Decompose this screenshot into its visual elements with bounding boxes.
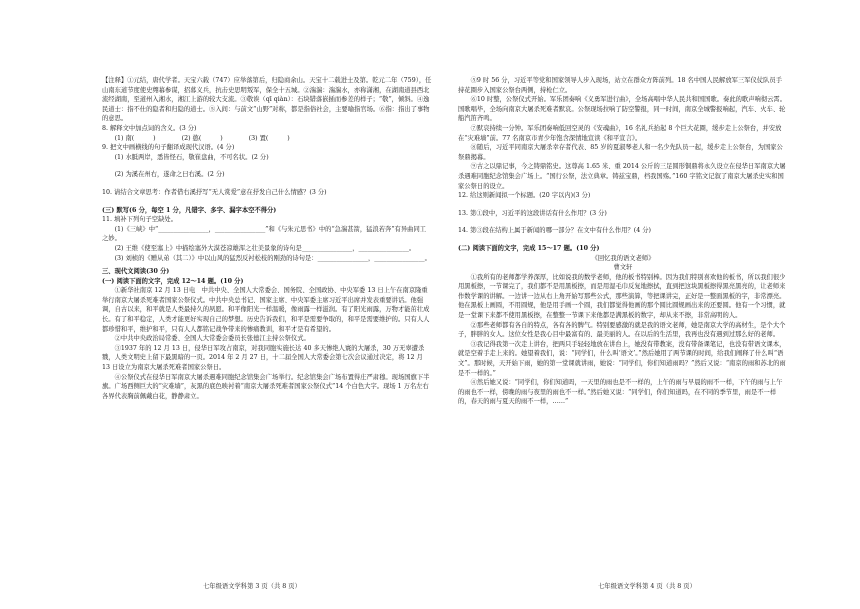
q8-option-2: (2) 憨( ) [181,134,223,142]
news-paragraph-9: ⑨古之以鼎记事，今之铸鼎铭史。这尊高 1.65 米、重 2014 公斤的三足圆形铜鼎将永久设立在侵华日军南京大屠杀遇难同胞纪念馆集会广场上。“国行公祭，法立典章。铸兹宝鼎，档我国殇。”160 字铭文记叙了南京大屠杀史实和国家公祭日的设立。 [458,163,786,190]
question-8-stem: 8. 解释文中加点词的含义。(3 分) [102,124,197,132]
essay-title: 《回忆我的语文老师》 [591,254,655,262]
essay-author: 曹文轩 [613,264,633,272]
news-paragraph-6: ⑥10 时整，公祭仪式开始。军乐团奏响《义勇军进行曲》，全场高唱中华人民共和国国歌。奏此的歌声响彻云霄。国歌唱毕，全场向南京大屠杀死难者默哀。公祭现场拉响了防空警报，同一时间，南京全城警报响起，汽车、火车、轮船汽笛齐鸣。 [458,96,787,123]
page-footer-left: 七年级语文学科第 3 页（共 8 页） [203,583,301,590]
news-paragraph-5: ⑤9 时 56 分，习近平等党和国家领导人步入现场，站立在群众方阵前列。18 名中国人民解放军三军仪仗队员手持花圈步入国家公祭台两侧，持枪仁立。 [458,77,782,94]
question-11-part-2: (2) 王维《使至塞上》中描绘塞外大漠苍凉雄浑之壮美景象的诗句是________________，________________。 [114,244,416,252]
essay-paragraph-2: ②那些老师都有各自的特点，各有各的脾气。特别要感激的就是我的语文老师，她是南京大学的高材生，是个大个子，胖胖的女人。这位女性是我心目中最富有的、最美丽的人。在以后的生活里，我再也没有遇到过那么好的老师。 [458,321,786,339]
right-page [458,76,788,407]
question-9-part-1: (1) 水胝两岸，悉皆怪石，敬崔盘曲，不可名状。(2 分) [114,153,269,161]
question-10: 10. 请结合文章思考：作者借右溪抒写“无人赏爱”意在抒发自己什么情感？(3 分) [102,188,327,196]
news-paragraph-4: ④公祭仪式在侵华日军南京大屠杀遇难同胞纪念馆集会广场举行。纪念馆集会广场布置得庄严肃穆。现场国旗下半旗。广场西侧巨大的“灾难墙”，灰黑的底色映衬着“南京大屠杀死难者国家公祭仪式”14 个白色大字。现场 1 万名左右各界代表胸前佩戴白花，静静肃立。 [102,373,430,400]
section-dictation-title: (三) 默写(6 分，每空 1 分，凡错字、多字、漏字本空不得分) [102,206,277,214]
question-9-part-2: (2) 为溪在州右，遂命之曰右溪。(2 分) [114,171,225,179]
subsection-1-title: (一) 阅读下面的文字，完成 12～14 题。(10 分) [102,277,244,285]
question-9-stem: 9. 把文中画横线的句子翻译成现代汉语。(4 分) [102,144,235,152]
question-11-part-3: (3) 刘桢的《赠从弟（其二）》中以山风的猛烈反衬松枝的刚劲的诗句是：________________，________________。 [114,254,431,262]
q8-option-3: (3) 置( ) [248,134,290,142]
news-paragraph-3: ③1937 年的 12 月 13 日，侵华日军攻占南京，对我同胞实施长达 40 多天惨绝人寰的大屠杀，30 万无辜遭杀戮，人类文明史上留下最黑暗的一页。2014 年 2 月 27 日，十二届全国人大常委会第七次会议通过决定，将 12 月 13 日设立为南京大屠杀死难者国家公祭日。 [102,344,425,372]
question-8-options [102,134,432,144]
news-paragraph-2: ②中共中央政治局常委、全国人大常委会委员长张德江主持公祭仪式。 [114,335,310,343]
essay-paragraph-4: ④然后她又说：“同学们，你们知道吗，一天里的雨也是不一样的，上午的雨与早晨的雨不一样，下午的雨与上午的雨也不一样，傍晚的雨与夜里的雨也不一样。”然后她又说：“同学们，你们知道吗，在不同的季节里，雨是不一样的，春天的雨与夏天的雨不一样，……” [458,379,783,406]
question-11-part-1: (1)《三峡》中“________________，________________”和《与朱元思书》中的“急湍甚箭，猛浪若奔”有异曲同工之妙。 [102,225,427,243]
essay-paragraph-3: ③我记得我第一次走上讲台，把两只手轻轻地放在讲台上，她没有带教案，没有带备课笔记，也没有带语文课本，就是空着手走上来的。她望着我们，说：“同学们，什么叫‘语文’。”然后她用了两节课的时间，给我们阐释了什么叫“语文”。那时候，天开始下雨，她的第一堂课就讲雨，她说：“同学们，你们知道雨吗？”然后又说：“南京的雨和苏北的雨是不一样的。” [458,340,786,377]
essay-paragraph-1: ①我所有的老师都学养深厚，比如说我的数学老师，他的板书特别棒。因为我们特别喜欢他的板书，所以我们很少用黑板擦，一节课完了，我们都不是用黑板擦，而是用湿毛巾反复地擦拭，直到把这块黑板擦得黑亮黑亮的，让老师来作数学课的讲解。一边讲一边从右上角开始写那些公式，那些演算，等把课讲完，正好是一整面黑板的字，非常漂亮。他在黑板上画圆，不用圆规，他是用手画一个圆，我们都觉得他画的那个圆比圆规画出来的还要圆。他有一个习惯，就是一堂课下来都不使用黑板擦，在整整一节课下来他都是满黑板的数字，却从来不擦，非常高明的人。 [458,273,786,320]
question-13: 13. 第①段中，习近平的这段讲话有什么作用？(3 分) [458,209,607,217]
news-paragraph-8: ⑧随后，习近平同南京大屠杀幸存者代表、85 岁的夏淑琴老人和一名少先队员一起，缓步走上公祭台，为国家公祭鼎揭幕。 [458,144,783,161]
question-12: 12. 给这则新闻拟一个标题。(20 字以内)(3 分) [458,192,591,200]
section-modern-reading-title: 三、现代文阅读(30 分) [102,268,170,276]
subsection-2-title: (二) 阅读下面的文字，完成 15～17 题。(10 分) [458,244,600,252]
q8-option-1: (1) 南( ) [114,134,156,142]
left-page [102,76,432,401]
page-footer-right: 七年级语文学科第 4 页（共 8 页） [598,583,696,590]
news-paragraph-1: ①新华社南京 12 月 13 日电 中共中央、全国人大常委会、国务院、全国政协、中央军委 13 日上午在南京隆重举行南京大屠杀死难者国家公祭仪式。中共中央总书记、国家主席、中央军委主席习近平出席并发表重要讲话。他强调，自古以来，和平就是人类最持久的夙愿。和平像阳光一样温暖，像雨露一样滋润。有了阳光雨露，万物才能茁壮成长。有了和平稳定，人类才能更好实现自己的梦想。历史告诉我们，和平是需要争取的，和平是需要维护的。只有人人都珍惜和平，维护和平，只有人人都铭记战争带来的惨痛教训，和平才是有希望的。 [102,287,430,333]
question-14: 14. 第③段在结构上属于新闻的哪一部分？在文中有什么作用？(4 分) [458,227,651,235]
question-11-stem: 11. 填补下列句子空缺处。 [102,216,177,224]
annotation-note: 【注释】①元结，唐代学者。天宝六载（747）应举落第后，归隐商余山。天宝十二载进士及第。乾元二年（759），任山南东道节度使史翙幕参谋，招募义兵，抗击史思明叛军，保全十五城。②湍湍：湍湍水，亦称潇湘，在湖南道县西北流经湖南，至道州入湘水，湘江上游的较大支流。③敬诶（qī qiàn）：石块错落嵌插而参差的样子；“敬”，倾斜。④逸民道士：指不仕的隐者和归隐的道士。⑤入间：与前文“山野”对称，都是指俗社会，主要喻指官场。⑥指：指出了事物的意思。 [102,77,432,123]
news-paragraph-7: ⑦默哀持续一分钟。军乐团奏响低回空灵的《安魂曲》，16 名礼兵抬起 8 个巨大花圈，缓步走上公祭台，并安放在“灾难墙”前。77 名南京市青少年饱含深情地宣读《和平宣言》。 [458,124,782,142]
